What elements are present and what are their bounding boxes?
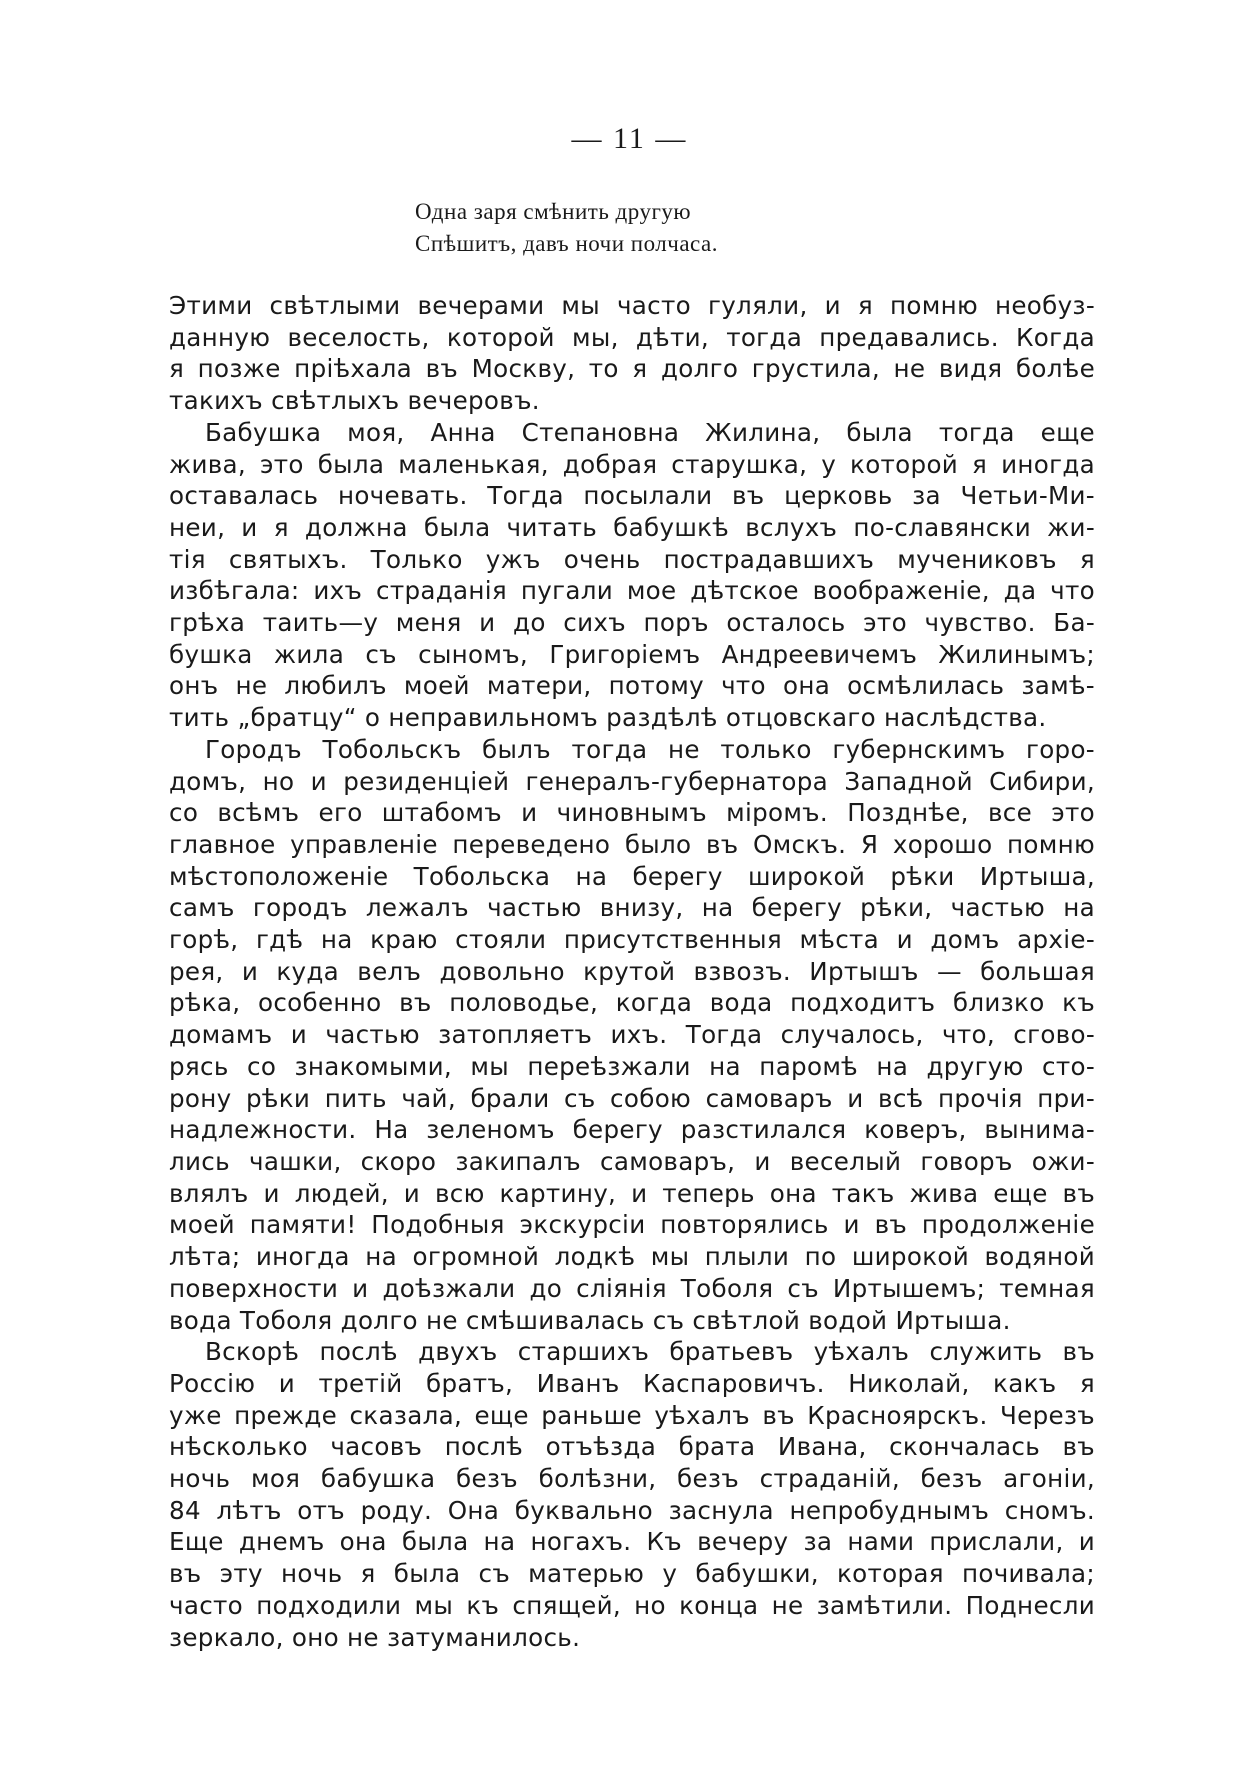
text-line: поверхности и доѣзжали до сліянія Тоболя съ Иртышемъ; темная [169, 1273, 1095, 1303]
text-line: нѣсколько часовъ послѣ отъѣзда брата Ивана, скончалась въ [169, 1432, 1095, 1462]
text-line: влялъ и людей, и всю картину, и теперь она такъ жива еще въ [169, 1178, 1095, 1208]
text-line: оставалась ночевать. Тогда посылали въ церковь за Четьи-Ми- [169, 481, 1095, 511]
text-line: ночь моя бабушка безъ болѣзни, безъ страданій, безъ агоніи, [169, 1464, 1095, 1494]
text-line: Бабушка моя, Анна Степановна Жилина, была тогда еще [205, 417, 1095, 447]
text-line: лись чашки, скоро закипалъ самоваръ, и веселый говоръ ожи- [169, 1146, 1095, 1176]
text-line: Россію и третій братъ, Иванъ Каспаровичъ. Николай, какъ я [169, 1368, 1095, 1398]
text-line: Городъ Тобольскъ былъ тогда не только губернскимъ горо- [205, 734, 1095, 764]
text-line: главное управленіе переведено было въ Омскъ. Я хорошо помню [169, 829, 1095, 859]
text-line: рѣка, особенно въ половодье, когда вода подходитъ близко къ [169, 988, 1095, 1018]
text-line: домамъ и частью затопляетъ ихъ. Тогда случалось, что, сгово- [169, 1020, 1095, 1050]
text-line: зеркало, оно не затуманилось. [169, 1622, 581, 1652]
paragraph [169, 1336, 1095, 1653]
text-line: лѣта; иногда на огромной лодкѣ мы плыли по широкой водяной [169, 1242, 1095, 1272]
text-line: въ эту ночь я была съ матерью у бабушки, которая почивала; [169, 1559, 1095, 1589]
text-line: рея, и куда велъ довольно крутой взвозъ. Иртышъ — большая [169, 956, 1095, 986]
text-line: домъ, но и резиденціей генералъ-губернатора Западной Сибири, [169, 766, 1095, 796]
text-line: рясь со знакомыми, мы переѣзжали на паромѣ на другую сто- [169, 1051, 1095, 1081]
paragraph [169, 290, 1095, 417]
paragraph [169, 417, 1095, 734]
epigraph-line: Одна заря смѣнить другую [415, 199, 692, 224]
text-line: такихъ свѣтлыхъ вечеровъ. [169, 386, 540, 416]
text-line: избѣгала: ихъ страданія пугали мое дѣтское воображеніе, да что [169, 576, 1095, 606]
paragraph [169, 734, 1095, 1336]
text-line: уже прежде сказала, еще раньше уѣхалъ въ Красноярскъ. Черезъ [169, 1400, 1095, 1430]
text-line: данную веселость, которой мы, дѣти, тогда предавались. Когда [169, 322, 1095, 352]
text-line: грѣха таить—у меня и до сихъ поръ осталось это чувство. Ба- [169, 608, 1095, 638]
text-line: горѣ, гдѣ на краю стояли присутственныя мѣста и домъ архіе- [169, 925, 1095, 955]
text-line: бушка жила съ сыномъ, Григоріемъ Андреевичемъ Жилинымъ; [169, 639, 1095, 669]
epigraph [415, 196, 718, 260]
page-number: — 11 — [571, 122, 688, 155]
text-line: Этими свѣтлыми вечерами мы часто гуляли, и я помню необуз- [169, 291, 1095, 320]
text-line: 84 лѣтъ отъ роду. Она буквально заснула непробуднымъ сномъ. [169, 1495, 1095, 1525]
text-line: онъ не любилъ моей матери, потому что она осмѣлилась замѣ- [169, 671, 1095, 701]
text-line: мѣстоположеніе Тобольска на берегу широкой рѣки Иртыша, [169, 861, 1095, 891]
body-text [169, 290, 1095, 1653]
text-line: часто подходили мы къ спящей, но конца не замѣтили. Поднесли [169, 1590, 1095, 1620]
text-line: тить „братцу“ о неправильномъ раздѣлѣ отцовскаго наслѣдства. [169, 703, 1047, 733]
text-line: надлежности. На зеленомъ берегу разстилался коверъ, вынима- [169, 1115, 1095, 1145]
epigraph-line: Спѣшитъ, давъ ночи полчаса. [415, 231, 718, 256]
text-line: рону рѣки пить чай, брали съ собою самоваръ и всѣ прочія при- [169, 1083, 1095, 1113]
text-line: Еще днемъ она была на ногахъ. Къ вечеру за нами прислали, и [169, 1527, 1095, 1557]
text-line: жива, это была маленькая, добрая старушка, у которой я иногда [169, 449, 1095, 479]
text-line: Вскорѣ послѣ двухъ старшихъ братьевъ уѣхалъ служить въ [205, 1337, 1095, 1367]
text-line: неи, и я должна была читать бабушкѣ вслухъ по-славянски жи- [169, 512, 1095, 542]
text-line: тія святыхъ. Только ужъ очень пострадавшихъ мучениковъ я [169, 544, 1095, 574]
text-line: вода Тоболя долго не смѣшивалась съ свѣтлой водой Иртыша. [169, 1305, 1011, 1335]
text-line: я позже пріѣхала въ Москву, то я долго грустила, не видя болѣе [169, 354, 1095, 384]
text-line: со всѣмъ его штабомъ и чиновнымъ міромъ. Позднѣе, все это [169, 798, 1095, 828]
text-line: моей памяти! Подобныя экскурсіи повторялись и въ продолженіе [169, 1210, 1095, 1240]
text-line: самъ городъ лежалъ частью внизу, на берегу рѣки, частью на [169, 893, 1095, 923]
